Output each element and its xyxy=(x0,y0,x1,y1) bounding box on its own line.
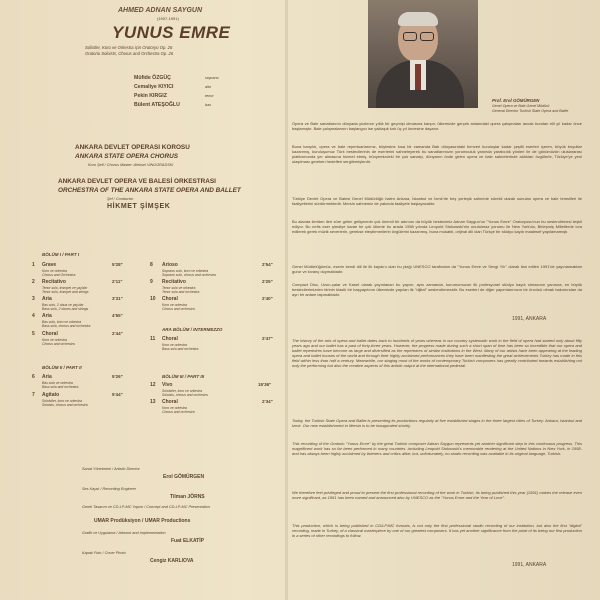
movement-name: Recitativo xyxy=(42,279,66,285)
right-panel xyxy=(292,0,600,600)
desc-line: Soprano solo, koro ve orkestra xyxy=(162,269,209,273)
movement-desc xyxy=(162,406,195,414)
movement-number: 9 xyxy=(150,279,153,285)
turkish-paragraph: Bu alanda ileriden ileri süre gelen gelişmenin çok önemli bir adımını da büyük bestecimiz Adnan Saygun'un "Yunus Emre" Oratoryosu'nun bu seslendirmesi teşkil ediyor. Bu nefis eser şimdiye kadar bir çok ülkede bu arada 1958 yılında Leopold Stokowski'nin unutulmaz yorumu ile New York'da, Birleşmiş Milletlerde icra edilerek gerek müzik severlerin, gerekse eleştirmenlerin övgülerini kazanmış, buna mukabil, orijinal dili olan Türkçe bir stüdyo kaydı maalesef yapılamamıştı. xyxy=(292,219,582,235)
movement-time: 2'47" xyxy=(262,336,273,341)
movement-name: Choral xyxy=(162,336,178,342)
photo-hair-top xyxy=(398,12,438,26)
movement-name: Choral xyxy=(162,296,178,302)
chorus-master: Koro Şefi / Chorus Master: Aleksei VINOGRADSKI xyxy=(88,163,174,167)
orchestra-name-en: ORCHESTRA OF THE ANKARA STATE OPERA AND BALLET xyxy=(58,187,241,194)
credit-name: UMAR Prodüksiyon / UMAR Productions xyxy=(94,518,191,524)
page-fold xyxy=(285,0,288,600)
composer-years: (1907-1991) xyxy=(157,16,179,21)
director-photo xyxy=(368,0,478,108)
credit-role: Kapak Foto / Cover Photo xyxy=(82,551,126,555)
section-part2: BÖLÜM II / PART II xyxy=(42,365,82,370)
desc-line: Bas solo, 2 obua ve yaylılar xyxy=(42,303,84,307)
movement-time: 5'28" xyxy=(112,262,123,267)
movement-desc xyxy=(42,381,78,389)
signature-date-tr: 1991, ANKARA xyxy=(512,316,547,322)
work-title: YUNUS EMRE xyxy=(112,23,231,42)
movement-number: 11 xyxy=(150,336,156,342)
desc-line: Tenor solo, trumpet and strings xyxy=(42,290,89,295)
movement-time: 3'31" xyxy=(112,296,123,301)
photo-caption-role-en: General Director Turkish State Opera and Ballet xyxy=(492,109,569,113)
soloist-name: Müfide ÖZGÜÇ xyxy=(134,75,171,81)
english-paragraph: Today, the Turkish State Opera and Ballet is presenting its productions regularly at five established stages in the three largest cities of Turkey: Ankara, Istanbul and Izmir. Our new establishment in Mersin is to be inaugurated shortly. xyxy=(292,418,582,429)
credit-name: Fuat ELKATİP xyxy=(171,538,204,544)
desc-line: Tenor solo ve orkestra xyxy=(162,286,196,290)
subtitle-tr: Solistler, Koro ve Orkestra için Oratoryo Op. 26 xyxy=(85,45,173,50)
photo-glasses-right xyxy=(420,32,434,41)
movement-time: 15'36" xyxy=(258,382,272,387)
movement-name: Choral xyxy=(162,399,178,405)
movement-time: 2'40" xyxy=(262,296,273,301)
desc-line: Soloistler, koro ve orkestra xyxy=(162,389,202,393)
movement-number: 7 xyxy=(32,392,35,398)
soloist-role: bas xyxy=(205,103,212,107)
movement-time: 5'26" xyxy=(112,374,123,379)
turkish-paragraph: Buna karşılık, opera ve bale repertuarlarımız, böylesine kısa bir zamanda Batı dünyasındaki benzeri kuruluşlar kadar çeşitli eserleri içeren, büyük boyutlar kazanmış, kuruluşumuz Türk bestecilerinin de eserlerini sahneleyerek bu sanatlarımızın yorumculuk yanında yaratıcılık yönleri ile de günümüzün uluslararası platformunda yer almasına hizmet etmiş, bünyemizdeki bir çok sanatçı, dünyanın önde gelen opera ve bale sahnelerinde aldıkları övgülerle, Türkiye'ye yeni ulaşılması gereken hedefleri sergilemişlerdir. xyxy=(292,144,582,165)
desc-line: Bas solo, koro ve orkestra xyxy=(42,320,82,324)
conductor-label: Şef / Conductor xyxy=(107,197,134,201)
credit-role: Ses Kaydı / Recording Engineer xyxy=(82,487,137,491)
desc-line: Koro ve orkestra xyxy=(162,406,187,410)
chorus-name-tr: ANKARA DEVLET OPERASI KOROSU xyxy=(75,144,190,151)
movement-name: Recitativo xyxy=(162,279,186,285)
photo-glasses-left xyxy=(403,32,417,41)
photo-tie xyxy=(415,64,421,90)
credit-role: Genel Tasarım ve CD-LP-MC Yapım / Concept and CD-LP-MC Presentation xyxy=(82,505,210,509)
movement-desc xyxy=(42,399,88,407)
movement-number: 10 xyxy=(150,296,156,302)
movement-name: Vivo xyxy=(162,382,173,388)
movement-name: Aria xyxy=(42,313,52,319)
credit-role: Sanat Yönetmeni / Artistic Director xyxy=(82,467,140,471)
movement-time: 2'34" xyxy=(262,399,273,404)
movement-name: Choral xyxy=(42,331,58,337)
section-part1: BÖLÜM I / PART I xyxy=(42,252,80,257)
movement-time: 4'55" xyxy=(112,313,123,318)
photo-caption-role-tr: Genel Opera ve Bale Genel Müdürü xyxy=(492,104,550,108)
desc-line: Bass solo and orchestra xyxy=(42,385,79,390)
desc-line: Soloists, chorus and orchestra xyxy=(162,393,208,398)
desc-line: Koro ve orkestra xyxy=(42,338,67,342)
movement-desc xyxy=(162,269,216,277)
movement-name: Aria xyxy=(42,374,52,380)
turkish-paragraph: Opera ve Bale sanatlarının dünyada yüzlerce yıllık bir geçmişi olmasına karşın, ülkemizde gerçek anlamdaki opera çalışmaları ancak bundan elli yıl kadar önce başlamıştır. Bale çalışmalarının başlangıcı ise yaklaşık kırk üç yıl öncesine dayanır. xyxy=(292,121,582,132)
desc-line: Chorus and orchestra xyxy=(42,342,75,347)
desc-line: Tenor solo, trompet ve yaylılar xyxy=(42,286,88,290)
section-intermezzo: ARA BÖLÜM / INTERMEZZO xyxy=(162,327,223,332)
chorus-name-en: ANKARA STATE OPERA CHORUS xyxy=(75,153,178,160)
english-paragraph: This recording of the Oratorio "Yunus Emre" by the great Turkish composer Adnan Saygun represents yet another significant step in this continuous progress. This magnificent work has so far been performed in many countries -including Leopold Stokowski's memorable rendering at the United Nations in New York, in 1958- and has always been highly acclaimed by listeners and critics alike; but, unfortunately, no studio recording was available in its original language, Turkish. xyxy=(292,441,582,457)
conductor-name: HİKMET ŞİMŞEK xyxy=(107,203,171,210)
composer-name: AHMED ADNAN SAYGUN xyxy=(118,7,202,14)
movement-name: Grave xyxy=(42,262,57,268)
soloist-name: Bülent ATEŞOĞLU xyxy=(134,102,180,108)
movement-number: 8 xyxy=(150,262,153,268)
desc-line: Chorus and orchestra xyxy=(162,307,195,312)
movement-name: Arioso xyxy=(162,262,178,268)
orchestra-name-tr: ANKARA DEVLET OPERA VE BALESİ ORKESTRASI xyxy=(58,178,216,185)
soloist-role: soprano xyxy=(205,76,219,80)
movement-number: 1 xyxy=(32,262,35,268)
movement-time: 2'11" xyxy=(112,279,123,284)
movement-desc xyxy=(42,338,75,346)
desc-line: Bass solo and orchestra xyxy=(162,347,199,352)
soloist-role: tenor xyxy=(205,94,214,98)
movement-desc xyxy=(42,269,75,277)
desc-line: Chorus and orchestra xyxy=(162,410,195,415)
photo-caption-name: Prof. Erol GÖMÜRGEN xyxy=(492,98,540,103)
credit-role: Grafik ve Uygulama / Artwork and Implementation xyxy=(82,531,166,535)
movement-desc xyxy=(162,343,198,351)
movement-desc xyxy=(162,303,195,311)
turkish-paragraph: Genel Müdürlüğümüz, eserin kendi dili ile ilk kaydını olan bu plağı UNESCO tarafından da "Yunus Emre ve Sevgi Yılı" olarak ilan edilen 1991'de yayınlamaktan gurur ve kıvanç duymaktadır. xyxy=(292,264,582,275)
turkish-paragraph: Compact Disc, Uzun-çalar ve Kaset olarak yayınlanan bu yapım, aynı zamanda, kurumumuzun ilk profesyonel stüdyo kaydı olmasının yanısıra, en büyük bestecilerimizden birinin klasik bir başyapıtının ülkemizde yapılan ilk "dijital" seslendirmesidir. Bu eserleri de diğer yapımlarımızın bir öncüsü olmak bakımından da ayrı bir anlam taşımaktadır. xyxy=(292,282,582,298)
credit-name: Tilman JÖRNS xyxy=(170,494,205,500)
movement-desc xyxy=(42,303,88,311)
turkish-paragraph: Türkiye Devlet Opera ve Balesi Genel Müdürlüğü halen Ankara, İstanbul ve İzmir'de beş yerleşik sahnede sürekli olarak sunulan opera ve bale temsilleri ile faaliyetlerini sürdürmektedir. Mersin sahnemiz de yakında faaliyete başlayacaktır. xyxy=(292,196,582,207)
movement-number: 6 xyxy=(32,374,35,380)
movement-name: Aria xyxy=(42,296,52,302)
movement-time: 5'44" xyxy=(112,392,123,397)
movement-name: Agitato xyxy=(42,392,60,398)
credit-name: Erol GÖMÜRGEN xyxy=(163,474,205,480)
movement-desc xyxy=(162,389,208,397)
desc-line: Bass solo, chorus and orchestra xyxy=(42,324,91,329)
movement-desc xyxy=(42,320,90,328)
movement-number: 4 xyxy=(32,313,35,319)
desc-line: Bass solo, 2 oboes and strings xyxy=(42,307,89,312)
movement-desc xyxy=(162,286,199,294)
movement-time: 2'44" xyxy=(112,331,123,336)
soloist-role: alto xyxy=(205,85,212,89)
left-panel xyxy=(0,0,285,600)
soloist-name: Pekin KIRGIZ xyxy=(134,93,167,99)
desc-line: Koro ve orkestra xyxy=(162,303,187,307)
movement-time: 2'25" xyxy=(262,279,273,284)
soloist-name: Cemaliye KIYICI xyxy=(134,84,174,90)
desc-line: Koro ve orkestra xyxy=(162,343,187,347)
credit-name: Cengiz KARLIOVA xyxy=(150,558,194,564)
desc-line: Soprano solo, chorus and orchestra xyxy=(162,273,216,278)
movement-number: 12 xyxy=(150,382,156,388)
english-paragraph: The history of the arts of opera and ballet dates back to hundreds of years whereas in our country systematic work in the field of opera had started only about fifty years ago and our ballet has a past of forty-three years. However, the progress made during such a short span of time has been so incredible that our opera and ballet repertoires have become as large and diversified as the repertoires of similar institutions in the West. Many of our artists have been appearing at the leading opera and ballet houses of the world and through their highly acclaimed performances they have been manifesting the great achievements Turkey has made in this field within less than half a century. Meanwhile, our staging most of the works of contemporary Turkish composers has greatly contributed towards establishing not only the performing but also the creative aspects of this artistic output at the international pedestal. xyxy=(292,338,582,369)
desc-line: Chorus and Orchestra xyxy=(42,273,76,278)
subtitle-en: Oratorio Soloists, Chorus and Orchestra Op. 26 xyxy=(85,51,174,56)
english-paragraph: We therefore feel privileged and proud to present the first professional recording of the work in Turkish, its being published this year (1991) makes the release even more significant, as 1991 has been named and announced also by UNESCO as the "Yunus Emre and the Year of Love". xyxy=(292,490,582,501)
desc-line: Soloists, chorus and orchestra xyxy=(42,403,88,408)
section-part3: BÖLÜM III / PART III xyxy=(162,374,205,379)
movement-number: 2 xyxy=(32,279,35,285)
signature-date-en: 1991, ANKARA xyxy=(512,562,547,568)
movement-number: 3 xyxy=(32,296,35,302)
english-paragraph: This production, which is being published in CD/LP/MC formats, is not only the first professional studio recording of our institution, but also the first "digital" recording, made in Turkey, of a classical masterpiece by one of our greatest composers. It has yet another significance from the point of its being our first production in a series of other recordings to follow. xyxy=(292,523,582,539)
movement-time: 2'54" xyxy=(262,262,273,267)
movement-number: 13 xyxy=(150,399,156,405)
desc-line: Tenor solo and orchestra xyxy=(162,290,200,295)
desc-line: Koro ve orkestra xyxy=(42,269,67,273)
movement-desc xyxy=(42,286,89,294)
desc-line: Soloistler, koro ve orkestra xyxy=(42,399,82,403)
movement-number: 5 xyxy=(32,331,35,337)
desc-line: Bas solo ve orkestra xyxy=(42,381,73,385)
